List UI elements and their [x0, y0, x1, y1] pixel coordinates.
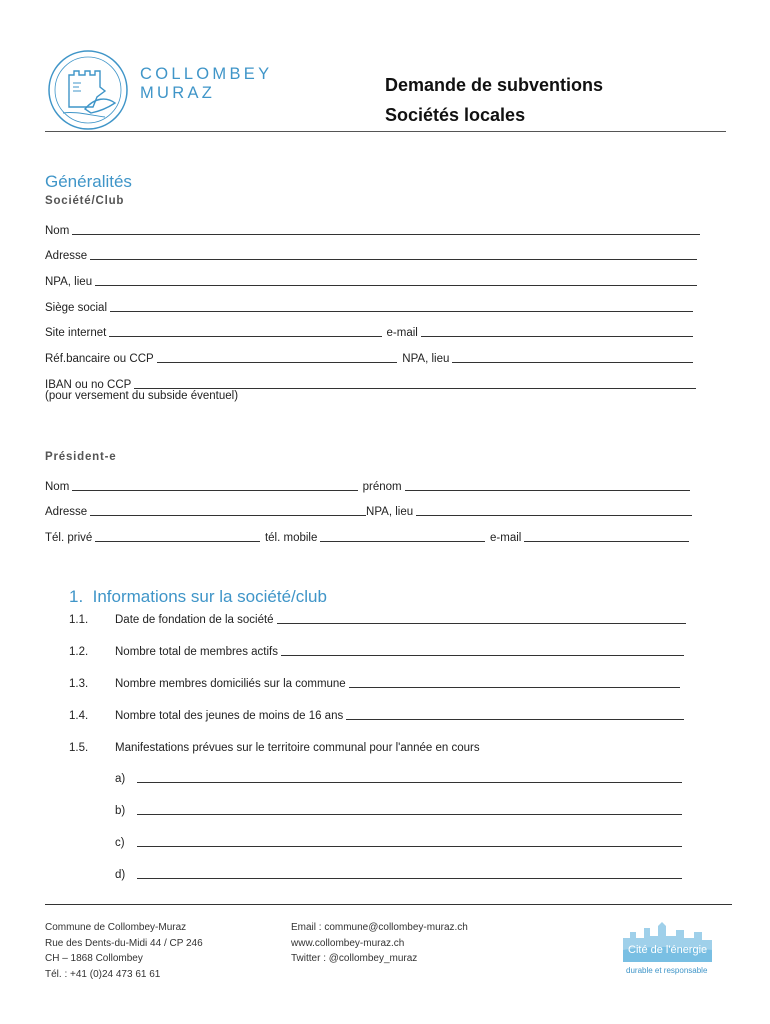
prenom-label: prénom: [362, 481, 402, 493]
adresse-label: Adresse: [45, 250, 88, 262]
footer-city: CH – 1868 Collombey: [45, 953, 143, 964]
siege-social-field[interactable]: [45, 298, 693, 314]
email-label: e-mail: [386, 327, 418, 339]
iban-field[interactable]: [45, 375, 696, 391]
societe-club-subheading: Société/Club: [45, 195, 125, 207]
item-label: Nombre total de membres actifs: [115, 646, 278, 658]
fill-line: [137, 868, 682, 879]
president-subheading: Président-e: [45, 451, 117, 463]
badge-title: Cité de l'énergie: [628, 944, 708, 956]
fill-line: [137, 804, 682, 815]
sub-item-b[interactable]: [115, 801, 682, 817]
societe-adresse-field[interactable]: [45, 246, 697, 262]
fill-line: [281, 645, 684, 656]
ref-bancaire-label: Réf.bancaire ou CCP: [45, 353, 154, 365]
iban-label: IBAN ou no CCP: [45, 379, 132, 391]
fill-line: [110, 301, 693, 312]
footer-email[interactable]: Email : commune@collombey-muraz.ch: [291, 922, 468, 933]
collombey-muraz-logo: [45, 47, 305, 133]
siege-social-label: Siège social: [45, 302, 108, 314]
fill-line: [421, 326, 693, 337]
societe-npa-field[interactable]: [45, 272, 697, 288]
tel-mobile-label: tél. mobile: [264, 532, 318, 544]
fill-line: [109, 326, 381, 337]
nom-label: Nom: [45, 481, 70, 493]
item-1-1[interactable]: [69, 610, 686, 626]
footer-website[interactable]: www.collombey-muraz.ch: [291, 937, 405, 949]
footer-commune: Commune de Collombey-Muraz: [45, 922, 187, 933]
sub-item-letter: a): [115, 773, 126, 785]
iban-note: (pour versement du subside éventuel): [45, 390, 239, 402]
fill-line: [137, 836, 682, 847]
title-line1: Demande de subventions: [385, 75, 604, 95]
president-nom-row[interactable]: [45, 477, 690, 493]
header-divider: [45, 131, 726, 132]
adresse-label: Adresse: [45, 506, 88, 518]
fill-line: [72, 224, 700, 235]
sub-item-d[interactable]: [115, 865, 682, 881]
fill-line: [416, 505, 692, 516]
fill-line: [90, 249, 697, 260]
generalites-heading: Généralités: [45, 172, 132, 191]
item-number: 1.4.: [69, 710, 89, 722]
sub-item-letter: b): [115, 805, 126, 817]
fill-line: [277, 613, 686, 624]
societe-nom-field[interactable]: [45, 221, 700, 237]
npa-lieu-label: NPA, lieu: [402, 353, 450, 365]
footer-address: [45, 920, 203, 982]
nom-label: Nom: [45, 225, 70, 237]
tel-prive-label: Tél. privé: [45, 532, 93, 544]
ref-bancaire-row[interactable]: [45, 349, 693, 365]
item-label: Nombre total des jeunes de moins de 16 ans: [115, 710, 344, 722]
fill-line: [524, 531, 689, 542]
item-label: Nombre membres domiciliés sur la commune: [115, 678, 346, 690]
president-adresse-row[interactable]: [45, 502, 692, 518]
document-title: [385, 70, 603, 130]
fill-line: [134, 378, 696, 389]
fill-line: [452, 352, 693, 363]
npa-lieu-label: NPA, lieu: [45, 276, 93, 288]
cite-energie-badge: [620, 916, 725, 980]
footer-street: Rue des Dents-du-Midi 44 / CP 246: [45, 937, 203, 949]
site-internet-label: Site internet: [45, 327, 107, 339]
logo-line1: COLLOMBEY: [140, 65, 273, 83]
item-1-3[interactable]: [69, 674, 680, 690]
item-number: 1.2.: [69, 646, 89, 658]
email-label: e-mail: [490, 532, 522, 544]
president-tel-row[interactable]: [45, 528, 689, 544]
logo-line2: MURAZ: [140, 84, 216, 102]
sub-item-letter: c): [115, 837, 125, 849]
fill-line: [405, 480, 690, 491]
footer-contact: [291, 920, 468, 967]
badge-subtitle: durable et responsable: [626, 966, 708, 975]
fill-line: [90, 505, 366, 516]
castle-emblem-icon: [45, 47, 131, 133]
item-number: 1.5.: [69, 742, 89, 754]
item-number: 1.1.: [69, 614, 89, 626]
sub-item-c[interactable]: [115, 833, 682, 849]
fill-line: [137, 772, 682, 783]
sub-item-letter: d): [115, 869, 126, 881]
footer-twitter[interactable]: Twitter : @collombey_muraz: [291, 953, 418, 964]
item-number: 1.3.: [69, 678, 89, 690]
fill-line: [95, 531, 260, 542]
logo-wordmark: [140, 65, 272, 103]
item-1-2[interactable]: [69, 642, 684, 658]
item-1-4[interactable]: [69, 706, 684, 722]
fill-line: [72, 480, 357, 491]
fill-line: [346, 709, 684, 720]
footer-phone: Tél. : +41 (0)24 473 61 61: [45, 968, 161, 980]
fill-line: [349, 677, 680, 688]
footer-divider: [45, 904, 732, 905]
fill-line: [320, 531, 485, 542]
item-label: Manifestations prévues sur le territoire communal pour l'année en cours: [115, 742, 480, 754]
sub-item-a[interactable]: [115, 769, 682, 785]
item-label: Date de fondation de la société: [115, 614, 274, 626]
npa-lieu-label: NPA, lieu: [366, 506, 414, 518]
section1-heading: 1. Informations sur la société/club: [69, 587, 327, 606]
site-email-row[interactable]: [45, 323, 693, 339]
fill-line: [157, 352, 398, 363]
fill-line: [95, 275, 697, 286]
item-1-5: [69, 738, 686, 754]
title-line2: Sociétés locales: [385, 105, 526, 125]
